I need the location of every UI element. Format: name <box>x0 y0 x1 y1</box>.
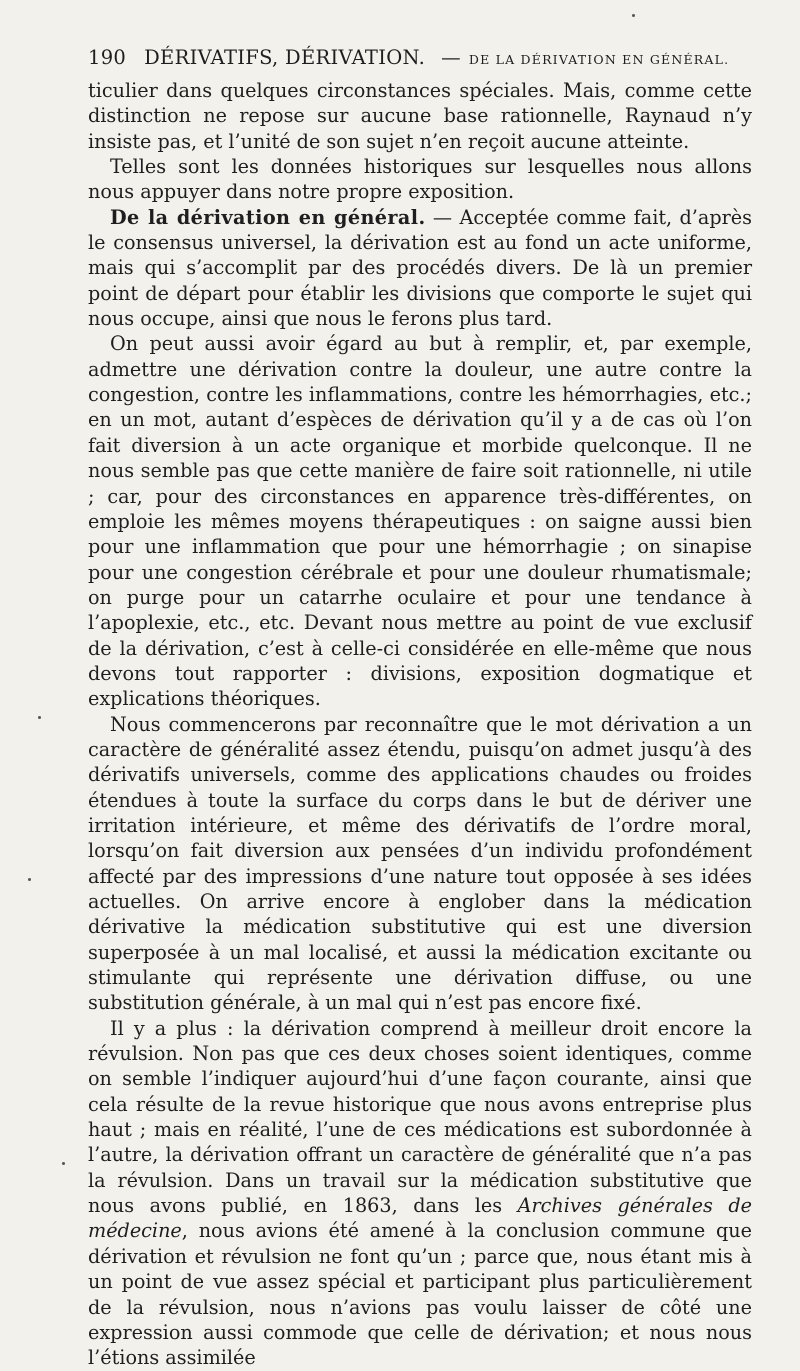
paragraph-6 <box>88 1016 752 1371</box>
edge-speck <box>38 716 41 719</box>
section-heading: De la dérivation en général. <box>110 205 426 229</box>
running-subtitle: DE LA DÉRIVATION EN GÉNÉRAL. <box>468 52 730 67</box>
paragraph-4: On peut aussi avoir égard au but à remplir, et, par exemple, admettre une dérivation contre la douleur, une autre contre la congestion, contre les inflammations, contre les hémorrhagies, etc.; en un mot, autant d’espèces de dérivation qu’il y a de cas où l’on fait diversion à un acte organique et morbide quelconque. Il ne nous semble pas que cette manière de faire soit rationnelle, ni utile ; car, pour des circonstances en apparence très-différentes, on emploie les mêmes moyens thérapeutiques : on saigne aussi bien pour une inflammation que pour une hémorrhagie ; on sinapise pour une congestion cérébrale et pour une douleur rhumatismale; on purge pour un catarrhe oculaire et pour une tendance à l’apoplexie, etc., etc. Devant nous mettre au point de vue exclusif de la dérivation, c’est à celle-ci considérée en elle-même que nous devons tout rapporter : divisions, exposition dogmatique et explications théoriques. <box>88 332 752 711</box>
journal-title: Archives générales de médecine <box>88 1194 752 1243</box>
paragraph-3 <box>88 205 752 332</box>
paragraph-1: ticulier dans quelques circonstances spéciales. Mais, comme cette distinction ne repose sur aucune base rationnelle, Raynaud n’y insiste pas, et l’unité de son sujet n’en reçoit aucune atteinte. <box>88 79 752 153</box>
edge-speck <box>62 1162 65 1165</box>
paragraph-2: Telles sont les données historiques sur lesquelles nous allons nous appuyer dans notre propre exposition. <box>88 155 752 204</box>
paragraph-5: Nous commencerons par reconnaître que le mot dérivation a un caractère de généralité assez étendu, puisqu’on admet jusqu’à des dérivatifs universels, comme des applications chaudes ou froides étendues à toute la surface du corps dans le but de dériver une irritation intérieure, et même des dérivatifs de l’ordre moral, lorsqu’on fait diversion aux pensées d’un individu profondément affecté par des impressions d’une nature tout opposée à ses idées actuelles. On arrive encore à englober dans la médication dérivative la médication substitutive qui est une diversion superposée à un mal localisé, et aussi la médication excitante ou stimulante qui représente une dérivation diffuse, ou une substitution générale, à un mal qui n’est pas encore fixé. <box>88 712 752 1015</box>
page-number: 190 <box>88 46 127 69</box>
body-text <box>88 78 752 1371</box>
paragraph-3-text: — Acceptée comme fait, d’après le consensus universel, la dérivation est au fond un acte uniforme, mais qui s’accomplit par des procédés divers. De là un premier point de départ pour établir les divisions que comporte le sujet qui nous occupe, ainsi que nous le ferons plus tard. <box>88 205 752 331</box>
edge-speck <box>632 14 635 17</box>
paragraph-6-text-b: , nous avions été amené à la conclusion commune que dérivation et révulsion ne font qu’un ; parce que, nous étant mis à un point de vue assez spécial et participant plus particulièrement de la révulsion, nous n’avions pas voulu laisser de côté une expression aussi commode que celle de dérivation; et nous nous l’étions assimilée <box>88 1219 752 1370</box>
paragraph-6-text-a: Il y a plus : la dérivation comprend à meilleur droit encore la révulsion. Non pas que ces deux choses soient identiques, comme on semble l’indiquer aujourd’hui d’une façon courante, ainsi que cela résulte de la revue historique que nous avons entreprise plus haut ; mais en réalité, l’une de ces médications est subordonnée à l’autre, la dérivation offrant un caractère de généralité que n’a pas la révulsion. Dans un travail sur la médication substitutive que nous avons publié, en 1863, dans les <box>88 1016 752 1218</box>
header-dash: — <box>441 46 461 69</box>
running-header <box>88 46 752 76</box>
edge-speck <box>28 878 31 881</box>
running-title: DÉRIVATIFS, DÉRIVATION. <box>144 46 426 69</box>
